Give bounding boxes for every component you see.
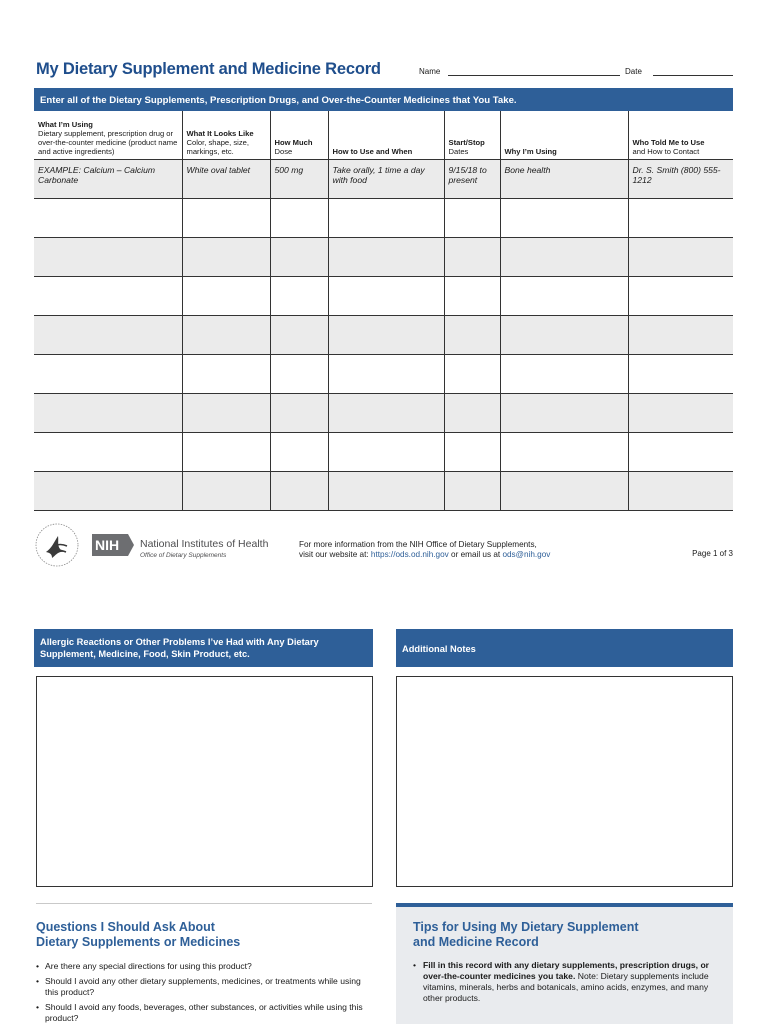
questions-list: [36, 961, 376, 1024]
entry-cell[interactable]: [328, 354, 444, 393]
name-field[interactable]: [448, 75, 620, 76]
page-title: My Dietary Supplement and Medicine Record: [36, 60, 381, 78]
entry-cell[interactable]: [444, 393, 500, 432]
tips-title-line: Tips for Using My Dietary Supplement: [413, 920, 639, 934]
tips-list: [413, 960, 723, 1004]
questions-title-line: Dietary Supplements or Medicines: [36, 935, 241, 949]
example-cell: 9/15/18 to present: [444, 159, 500, 198]
col-subtitle: Dates: [448, 146, 469, 156]
questions-title-line: Questions I Should Ask About: [36, 920, 215, 934]
entry-cell[interactable]: [628, 393, 733, 432]
allergic-reactions-box[interactable]: [36, 676, 373, 887]
list-item: [413, 960, 723, 1004]
list-item: • Are there any special directions for using this product?: [36, 961, 376, 972]
col-title: What It Looks Like: [186, 128, 254, 138]
entry-cell[interactable]: [628, 354, 733, 393]
entry-cell[interactable]: [500, 237, 628, 276]
entry-cell[interactable]: [270, 432, 328, 471]
col-title: What I’m Using: [38, 119, 93, 129]
hhs-seal-icon: [34, 522, 80, 568]
col-subtitle: and How to Contact: [632, 146, 700, 156]
entry-cell[interactable]: [628, 315, 733, 354]
entry-cell[interactable]: [34, 198, 182, 237]
col-title: How Much: [274, 137, 313, 147]
example-cell: Bone health: [500, 159, 628, 198]
entry-cell[interactable]: [34, 471, 182, 510]
col-header-what-using: [34, 111, 182, 159]
entry-cell[interactable]: [500, 471, 628, 510]
nih-name: National Institutes of Health: [140, 538, 269, 550]
entry-cell[interactable]: [328, 198, 444, 237]
entry-cell[interactable]: [182, 198, 270, 237]
entry-cell[interactable]: [500, 315, 628, 354]
entry-cell[interactable]: [182, 237, 270, 276]
example-cell: 500 mg: [270, 159, 328, 198]
entry-cell[interactable]: [444, 432, 500, 471]
entry-cell[interactable]: [182, 393, 270, 432]
entry-cell[interactable]: [628, 198, 733, 237]
entry-cell[interactable]: [34, 276, 182, 315]
additional-notes-header: Additional Notes: [396, 629, 733, 667]
entry-cell[interactable]: [270, 198, 328, 237]
col-subtitle: Color, shape, size, markings, etc.: [186, 137, 249, 156]
entry-cell[interactable]: [444, 198, 500, 237]
col-subtitle: Dietary supplement, prescription drug or over-the-counter medicine (product name and active ingredients): [38, 128, 178, 156]
entry-cell[interactable]: [328, 237, 444, 276]
table-header-row: [34, 111, 733, 159]
entry-cell[interactable]: [34, 432, 182, 471]
entry-cell[interactable]: [328, 432, 444, 471]
entry-cell[interactable]: [34, 393, 182, 432]
website-link[interactable]: https://ods.od.nih.gov: [370, 550, 449, 559]
entry-cell[interactable]: [628, 276, 733, 315]
nih-office: Office of Dietary Supplements: [140, 552, 227, 559]
list-item: • Should I avoid any other dietary supplements, medicines, or treatments while using this product?: [36, 976, 376, 998]
entry-cell[interactable]: [328, 276, 444, 315]
table-row: [34, 237, 733, 276]
table-row: [34, 471, 733, 510]
col-title: Start/Stop: [448, 137, 485, 147]
entry-cell[interactable]: [34, 315, 182, 354]
col-header-how-to-use: [328, 111, 444, 159]
table-row: [34, 432, 733, 471]
info-mid: or email us at: [448, 550, 503, 559]
table-row: [34, 198, 733, 237]
email-link[interactable]: ods@nih.gov: [502, 550, 551, 559]
date-label: Date: [625, 67, 642, 76]
entry-cell[interactable]: [328, 393, 444, 432]
table-row: [34, 315, 733, 354]
entry-cell[interactable]: [500, 393, 628, 432]
title-row: [36, 58, 733, 82]
col-header-start-stop: [444, 111, 500, 159]
entry-cell[interactable]: [270, 237, 328, 276]
table-row: [34, 354, 733, 393]
tip-rest: Note: Dietary supplements include vitamins, minerals, herbs and botanicals, amino acids, enzymes, and many other products.: [423, 971, 709, 1003]
additional-notes-box[interactable]: [396, 676, 733, 887]
allergic-reactions-header: Allergic Reactions or Other Problems I’ve Had with Any Dietary Supplement, Medicine, Food, Skin Product, etc.: [34, 629, 373, 667]
entry-cell[interactable]: [628, 471, 733, 510]
entry-cell[interactable]: [270, 315, 328, 354]
entry-cell[interactable]: [444, 237, 500, 276]
entry-cell[interactable]: [444, 354, 500, 393]
col-header-who-told: [628, 111, 733, 159]
entry-cell[interactable]: [182, 315, 270, 354]
entry-cell[interactable]: [270, 393, 328, 432]
entry-cell[interactable]: [182, 471, 270, 510]
entry-cell[interactable]: [444, 315, 500, 354]
entry-cell[interactable]: [500, 354, 628, 393]
col-subtitle: Dose: [274, 146, 293, 156]
entry-cell[interactable]: [628, 237, 733, 276]
entry-cell[interactable]: [328, 315, 444, 354]
table-row: [34, 276, 733, 315]
example-cell: White oval tablet: [182, 159, 270, 198]
entry-cell[interactable]: [34, 237, 182, 276]
tip-bold: Fill in this record with any dietary supplements, prescription drugs, or over-the-counter medicines you take.: [423, 960, 710, 981]
instructions-banner: Enter all of the Dietary Supplements, Prescription Drugs, and Over-the-Counter Medicines that You Take.: [34, 88, 733, 111]
contact-line: [299, 550, 550, 559]
entry-cell[interactable]: [182, 276, 270, 315]
entry-cell[interactable]: [34, 354, 182, 393]
entry-cell[interactable]: [270, 276, 328, 315]
col-title: How to Use and When: [332, 146, 413, 156]
info-line: For more information from the NIH Office of Dietary Supplements,: [299, 540, 537, 549]
col-header-why-using: [500, 111, 628, 159]
entry-cell[interactable]: [500, 432, 628, 471]
date-field[interactable]: [653, 75, 733, 76]
entry-cell[interactable]: [182, 354, 270, 393]
entry-cell[interactable]: [270, 354, 328, 393]
name-label: Name: [419, 67, 441, 76]
entry-cell[interactable]: [444, 276, 500, 315]
info-prefix: visit our website at:: [299, 550, 371, 559]
nih-logo: NIH: [92, 534, 128, 556]
tips-title: [413, 920, 639, 950]
entry-cell[interactable]: [182, 432, 270, 471]
col-header-how-much: [270, 111, 328, 159]
example-cell: Dr. S. Smith (800) 555-1212: [628, 159, 733, 198]
entry-cell[interactable]: [328, 471, 444, 510]
entry-cell[interactable]: [270, 471, 328, 510]
entry-cell[interactable]: [628, 432, 733, 471]
example-row: [34, 159, 733, 198]
list-item: • Should I avoid any foods, beverages, other substances, or activities while using this product?: [36, 1002, 376, 1024]
section-divider: [36, 903, 372, 904]
tips-title-line: and Medicine Record: [413, 935, 539, 949]
entry-cell[interactable]: [500, 276, 628, 315]
page-number: Page 1 of 3: [692, 549, 733, 558]
example-cell: Take orally, 1 time a day with food: [328, 159, 444, 198]
example-cell: EXAMPLE: Calcium – Calcium Carbonate: [34, 159, 182, 198]
entry-cell[interactable]: [444, 471, 500, 510]
col-title: Why I’m Using: [504, 146, 557, 156]
table-row: [34, 393, 733, 432]
col-title: Who Told Me to Use: [632, 137, 705, 147]
entry-cell[interactable]: [500, 198, 628, 237]
col-header-looks-like: [182, 111, 270, 159]
page-footer: [34, 522, 733, 572]
record-table: [34, 111, 733, 511]
questions-title: [36, 920, 240, 950]
